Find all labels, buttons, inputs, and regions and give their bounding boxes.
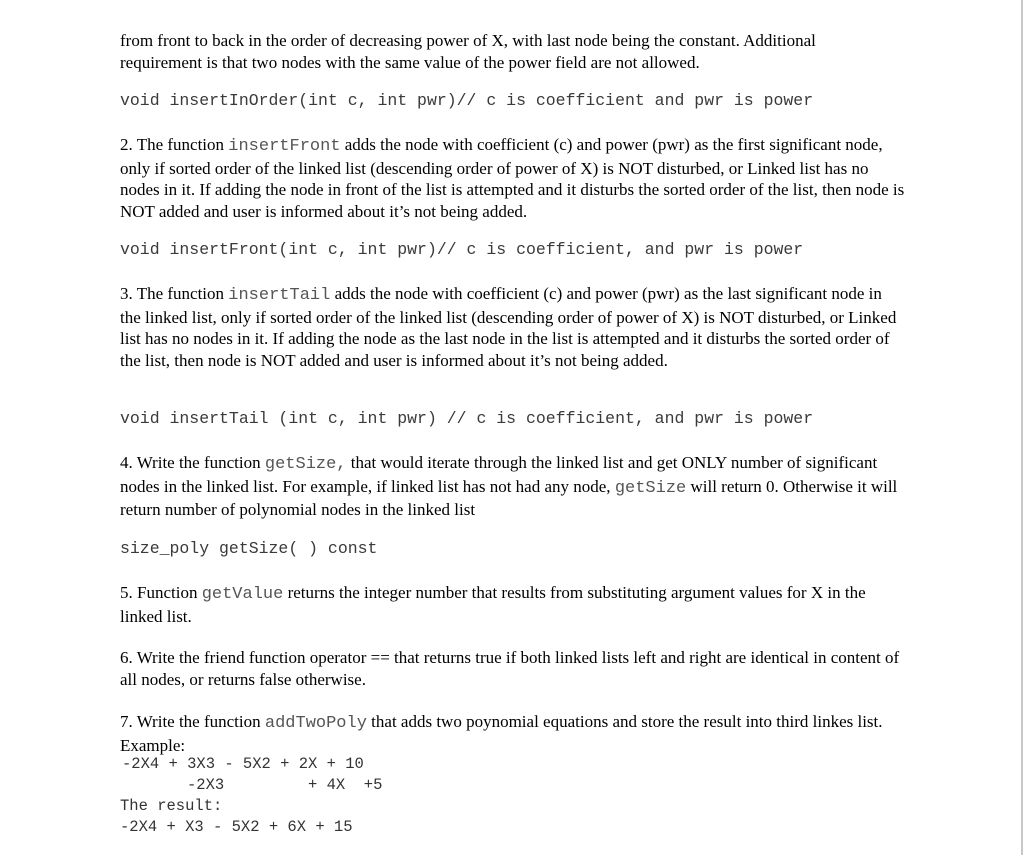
insert-tail-signature: void insertTail (int c, int pwr) // c is coefficient, and pwr is power bbox=[120, 409, 814, 428]
item-7-paragraph bbox=[120, 711, 905, 756]
item-4-mid: that would iterate through the linked list and get ONLY number of significant nodes in the linked list. For example, if linked list has not had any node, bbox=[120, 453, 878, 496]
item-4-code-1: getSize, bbox=[264, 455, 347, 474]
item-5-prefix: 5. Function bbox=[120, 583, 202, 602]
item-3-text: adds the node with coefficient (c) and power (pwr) as the last significant node in the linked list, only if sorted order of the linked list (descending order of power of X) is NOT disturbed, or Linked list has no nodes in it. If adding the node as the last node in the list is attempted and it disturbs the sorted order of the list, then node is NOT added and user is informed about it’s not being added. bbox=[120, 284, 897, 370]
intro-line-2: requirement is that two nodes with the same value of the power field are not allowed. bbox=[120, 52, 700, 72]
item-2-paragraph bbox=[120, 134, 905, 222]
example-row-2-term: -2X3 bbox=[187, 776, 225, 794]
item-7-code: addTwoPoly bbox=[264, 714, 367, 733]
intro-line-1: from front to back in the order of decreasing power of X, with last node being the constant. Additional bbox=[120, 31, 816, 50]
example-result-label: The result: bbox=[120, 797, 223, 815]
example-result: -2X4 + X3 - 5X2 + 6X + 15 bbox=[120, 818, 353, 836]
item-3-code: insertTail bbox=[228, 286, 331, 305]
insert-in-order-signature: void insertInOrder(int c, int pwr)// c is coefficient and pwr is power bbox=[120, 91, 814, 110]
item-5-text: returns the integer number that results from substituting argument values for X in the linked list. bbox=[120, 583, 866, 626]
item-6-paragraph: 6. Write the friend function operator == that returns true if both linked lists left and right are identical in content of all nodes, or returns false otherwise. bbox=[120, 648, 900, 689]
example-row-2-terms: + 4X +5 bbox=[308, 776, 383, 794]
item-3-paragraph bbox=[120, 283, 905, 371]
item-3-prefix: 3. The function bbox=[120, 284, 229, 303]
item-4-prefix: 4. Write the function bbox=[120, 453, 265, 472]
item-4-code-2: getSize bbox=[614, 478, 687, 498]
item-2-code: insertFront bbox=[228, 137, 341, 156]
intro-paragraph bbox=[120, 30, 905, 73]
item-2-prefix: 2. The function bbox=[120, 135, 229, 154]
item-5-paragraph bbox=[120, 582, 905, 627]
item-4-post: will return 0. Otherwise it will return number of polynomial nodes in the linked list bbox=[120, 476, 898, 519]
item-7-text: that adds two poynomial equations and store the result into third linkes list. Example: bbox=[120, 712, 883, 755]
item-2-text: adds the node with coefficient (c) and power (pwr) as the first significant node, only if sorted order of the linked list (descending order of power of X) is NOT disturbed, or Linked list has no nodes in it. If adding the node in front of the list is attempted and it disturbs the sorted order of the list, then node is NOT added and user is informed about it’s not being added. bbox=[120, 135, 905, 221]
get-size-signature: size_poly getSize( ) const bbox=[120, 539, 378, 558]
insert-front-signature: void insertFront(int c, int pwr)// c is coefficient, and pwr is power bbox=[120, 240, 804, 259]
item-4-paragraph bbox=[120, 452, 905, 521]
item-7-prefix: 7. Write the function bbox=[120, 712, 265, 731]
example-row-1: -2X4 + 3X3 - 5X2 + 2X + 10 bbox=[122, 755, 364, 773]
item-5-code: getValue bbox=[201, 585, 284, 604]
